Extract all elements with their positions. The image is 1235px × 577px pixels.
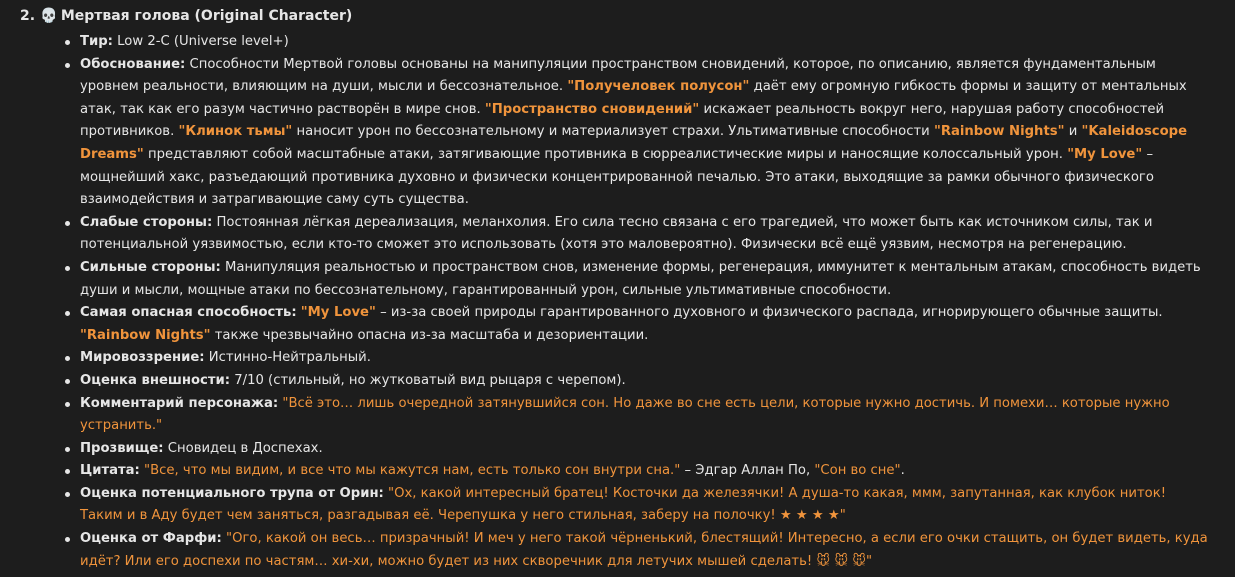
item-text: даёт ему огромную гибкость формы и защиту от ментальных атак, так как его разум частично растворён в мире снов.: [80, 79, 1187, 117]
character-quote: "Всё это… лишь очередной затянувшийся сон. Но даже во сне есть цели, которые нужно достичь. И помехи… которые нужно устранить.": [80, 395, 1170, 434]
item-label: Сильные стороны:: [80, 259, 221, 275]
item-label: Оценка внешности:: [80, 372, 231, 388]
item-text: представляют собой масштабные атаки, затягивающие противника в сюрреалистические миры и наносящие колоссальный урон.: [147, 146, 1063, 162]
item-label: Слабые стороны:: [80, 214, 213, 230]
skull-icon: 💀: [39, 8, 58, 24]
list-item-comment: [80, 393, 1210, 438]
item-label: Прозвище:: [80, 440, 164, 456]
list-item-weaknesses: [80, 212, 1210, 257]
item-label: Мировоззрение:: [80, 350, 205, 366]
orin-quote: "Ох, какой интересный братец! Косточки да железячки! А душа-то какая, ммм, запутанная, как клубок ниток! Таким и в Аду будет чем заняться, разгадывая её. Черепушка у него стильная, заберу на полочку! ★ ★ ★ ★": [80, 485, 1166, 524]
list-item-alignment: [80, 347, 1210, 370]
item-text: Истинно-Нейтральный.: [208, 350, 371, 366]
item-text: Low 2-C (Universe level+): [117, 34, 289, 49]
list-number: 2.: [20, 8, 36, 24]
item-text: Постоянная лёгкая дереализация, меланхолия. Его сила тесно связана с его трагедией, что может быть как источником силы, так и потенциальной уязвимостью, если кто-то сможет это использовать (хотя это маловероятно). Физически всё ещё уязвим, несмотря на регенерацию.: [80, 214, 1153, 253]
item-text: .: [900, 463, 905, 479]
list-item-justification: [80, 54, 1210, 212]
list-item-fafi-rating: [80, 528, 1210, 573]
item-text: – из-за своей природы гарантированного духовного и физического распада, игнорирующего обычные защиты.: [380, 305, 1163, 321]
item-text: Сновидец в Доспехах.: [167, 440, 323, 456]
item-text: Манипуляция реальностью и пространством снов, изменение формы, регенерация, иммунитет к ментальным атакам, способность видеть души и мысли, мощные атаки по бессознательному, гарантированный урон, сильные ультимативные способности.: [80, 259, 1201, 298]
item-text: и: [1068, 124, 1078, 140]
item-text: также чрезвычайно опасна из-за масштаба и дезориентации.: [214, 327, 649, 343]
item-label: Обоснование:: [80, 56, 186, 72]
item-text: Способности Мертвой головы основаны на манипуляции пространством сновидений, которое, по описанию, является фундаментальным уровнем реальности, влияющим на души, мысли и бессознательное.: [80, 56, 1156, 95]
ability-name: "Клинок тьмы": [178, 124, 293, 140]
item-label: Самая опасная способность:: [80, 305, 297, 321]
list-item-dangerous-ability: [80, 302, 1210, 347]
item-label: Оценка от Фарфи:: [80, 531, 222, 547]
ability-name: "Kaleidoscope Dreams": [80, 124, 1188, 162]
item-label: Тир:: [80, 34, 113, 49]
item-label: Комментарий персонажа:: [80, 395, 279, 411]
item-label: Оценка потенциального трупа от Орин:: [80, 485, 384, 501]
fafi-quote: "Ого, какой он весь… призрачный! И меч у него такой чёрненький, блестящий! Интересно, а если его очки стащить, он будет видеть, куда идёт? Или его доспехи по частям… хи-хи, можно будет из них скворечник для летучих мышей сделать! 🐭 🐭 🐭": [80, 531, 1208, 569]
heading-title: Мертвая голова (Original Character): [60, 8, 353, 24]
citation-quote: "Все, что мы видим, и все что мы кажутся нам, есть только сон внутри сна.": [144, 463, 681, 479]
list-item-strengths: [80, 257, 1210, 302]
item-text: – Эдгар Аллан По,: [684, 463, 811, 479]
ability-name: "My Love": [300, 305, 376, 321]
item-text: искажает реальность вокруг него, нарушая работу способностей противников.: [80, 101, 1165, 140]
ability-name: "Получеловек полусон": [567, 79, 750, 95]
ability-name: "My Love": [1067, 146, 1143, 162]
ability-name: "Rainbow Nights": [933, 124, 1065, 140]
list-item-citation: [80, 460, 1210, 483]
list-item-heading: [20, 5, 352, 27]
item-label: Цитата:: [80, 463, 140, 479]
citation-work: "Сон во сне": [814, 463, 901, 479]
ability-name: "Пространство сновидений": [484, 101, 700, 117]
list-item-tier: [80, 31, 1210, 54]
item-text: наносит урон по бессознательному и материализует страхи. Ультимативные способности: [296, 124, 930, 140]
ability-name: "Rainbow Nights": [80, 327, 211, 343]
item-text: 7/10 (стильный, но жутковатый вид рыцаря с черепом).: [234, 372, 626, 388]
list-item-appearance: [80, 370, 1210, 393]
character-details-list: [80, 31, 1210, 573]
list-item-orin-rating: [80, 483, 1210, 528]
list-item-nickname: [80, 438, 1210, 461]
item-text: – мощнейший хакс, разъедающий противника духовно и физически концентрированной печалью. Это атаки, выходящие за рамки обычного физического взаимодействия и затрагивающие саму суть существа.: [80, 146, 1154, 208]
